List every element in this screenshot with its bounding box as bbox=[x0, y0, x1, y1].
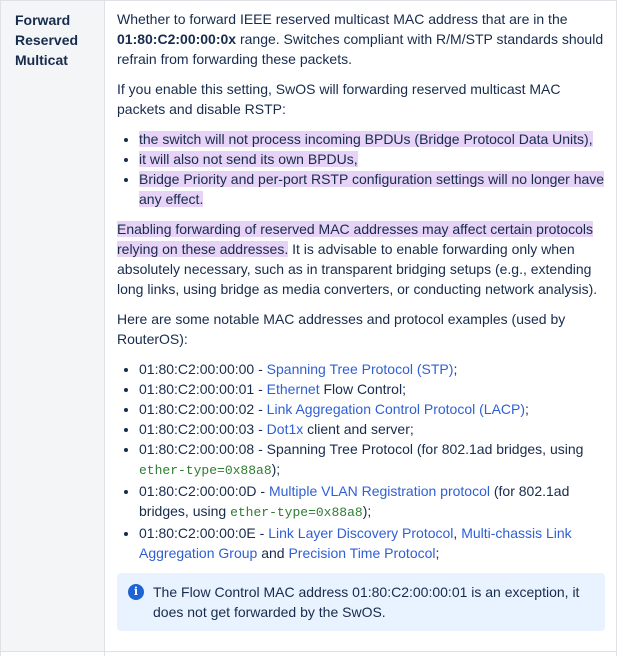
item-end: ); bbox=[362, 503, 372, 519]
item-text: (for 802.1ad bridges, using bbox=[139, 483, 570, 519]
lldp-link[interactable]: Link Layer Discovery Protocol bbox=[268, 525, 454, 541]
list-item bbox=[139, 523, 607, 563]
list-item bbox=[139, 359, 607, 379]
ethernet-link[interactable]: Ethernet bbox=[266, 381, 320, 397]
ether-type-code: ether-type=0x88a8 bbox=[230, 505, 363, 520]
list-item bbox=[139, 169, 607, 209]
item-end: ); bbox=[271, 461, 281, 477]
list-item bbox=[139, 379, 607, 399]
note-text: The Flow Control MAC address 01:80:C2:00:00:01 is an exception, it does not get forwarded by the SwOS. bbox=[153, 584, 580, 620]
mac-address: 01:80:C2:00:00:00 bbox=[139, 361, 255, 377]
ptp-link[interactable]: Precision Time Protocol bbox=[288, 545, 436, 561]
item-end: client and server; bbox=[303, 421, 414, 437]
mvrp-link[interactable]: Multiple VLAN Registration protocol bbox=[268, 483, 490, 499]
item-end: ; bbox=[525, 401, 529, 417]
separator: - bbox=[255, 525, 269, 541]
effect-text: it will also not send its own BPDUs, bbox=[139, 151, 358, 167]
mlag-link[interactable]: Multi-chassis Link Aggregation Group bbox=[139, 525, 572, 561]
heading-line-1: Forward bbox=[15, 12, 71, 28]
list-item bbox=[139, 419, 607, 439]
info-note bbox=[117, 573, 605, 631]
warning-highlight: Enabling forwarding of reserved MAC addresses may affect certain protocols relying on these addresses. bbox=[117, 221, 593, 257]
stp-link[interactable]: Spanning Tree Protocol (STP) bbox=[266, 361, 454, 377]
table-bottom-border bbox=[1, 651, 616, 652]
effects-list bbox=[117, 129, 607, 209]
separator: - bbox=[254, 421, 267, 437]
separator: - bbox=[254, 361, 267, 377]
list-item bbox=[139, 481, 607, 523]
column-divider bbox=[104, 0, 105, 656]
row-heading bbox=[15, 10, 95, 70]
heading-line-3: Multicat bbox=[15, 52, 68, 68]
item-end: ; bbox=[435, 545, 440, 561]
list-item bbox=[139, 129, 607, 149]
mac-list bbox=[117, 359, 607, 563]
list-item bbox=[139, 439, 607, 481]
mac-address: 01:80:C2:00:00:03 bbox=[139, 421, 255, 437]
separator: - bbox=[254, 401, 267, 417]
separator: , bbox=[453, 525, 462, 541]
desc-text-b: range. Switches compliant with R/M/STP standards should refrain from forwarding these packets. bbox=[117, 31, 604, 67]
desc-text-a: Whether to forward IEEE reserved multicast MAC address that are in the bbox=[117, 11, 568, 27]
mac-range-bold: 01:80:C2:00:00:0x bbox=[117, 31, 237, 47]
effect-text: the switch will not process incoming BPDUs (Bridge Protocol Data Units), bbox=[139, 131, 593, 147]
description-paragraph bbox=[117, 9, 607, 69]
mac-address: 01:80:C2:00:00:01 bbox=[139, 381, 255, 397]
item-end: ; bbox=[453, 361, 458, 377]
info-icon: i bbox=[128, 584, 144, 600]
mac-intro-paragraph: Here are some notable MAC addresses and protocol examples (used by RouterOS): bbox=[117, 311, 566, 347]
separator: and bbox=[257, 545, 289, 561]
effect-text: Bridge Priority and per-port RSTP configuration settings will no longer have any effect. bbox=[139, 171, 605, 207]
ether-type-code: ether-type=0x88a8 bbox=[139, 463, 272, 478]
row-description-cell bbox=[117, 9, 607, 631]
mac-address: 01:80:C2:00:00:0D bbox=[139, 483, 257, 499]
warning-rest: It is advisable to enable forwarding only when absolutely necessary, such as in transparent bridging setups (e.g., extending long links, using bridge as media converters, or conducting network analysis). bbox=[117, 241, 598, 297]
enable-paragraph: If you enable this setting, SwOS will forwarding reserved multicast MAC packets and disable RSTP: bbox=[117, 81, 561, 117]
list-item bbox=[139, 399, 607, 419]
mac-address: 01:80:C2:00:00:0E bbox=[139, 525, 256, 541]
lacp-link[interactable]: Link Aggregation Control Protocol (LACP) bbox=[266, 401, 526, 417]
dot1x-link[interactable]: Dot1x bbox=[266, 421, 304, 437]
row-header-cell bbox=[1, 1, 104, 651]
separator: - bbox=[254, 381, 267, 397]
separator: - bbox=[256, 483, 269, 499]
heading-line-2: Reserved bbox=[15, 32, 79, 48]
item-text: - Spanning Tree Protocol (for 802.1ad bridges, using bbox=[254, 441, 584, 457]
mac-address: 01:80:C2:00:00:08 bbox=[139, 441, 255, 457]
warning-paragraph bbox=[117, 219, 607, 299]
item-end: Flow Control; bbox=[319, 381, 406, 397]
list-item bbox=[139, 149, 607, 169]
mac-address: 01:80:C2:00:00:02 bbox=[139, 401, 255, 417]
